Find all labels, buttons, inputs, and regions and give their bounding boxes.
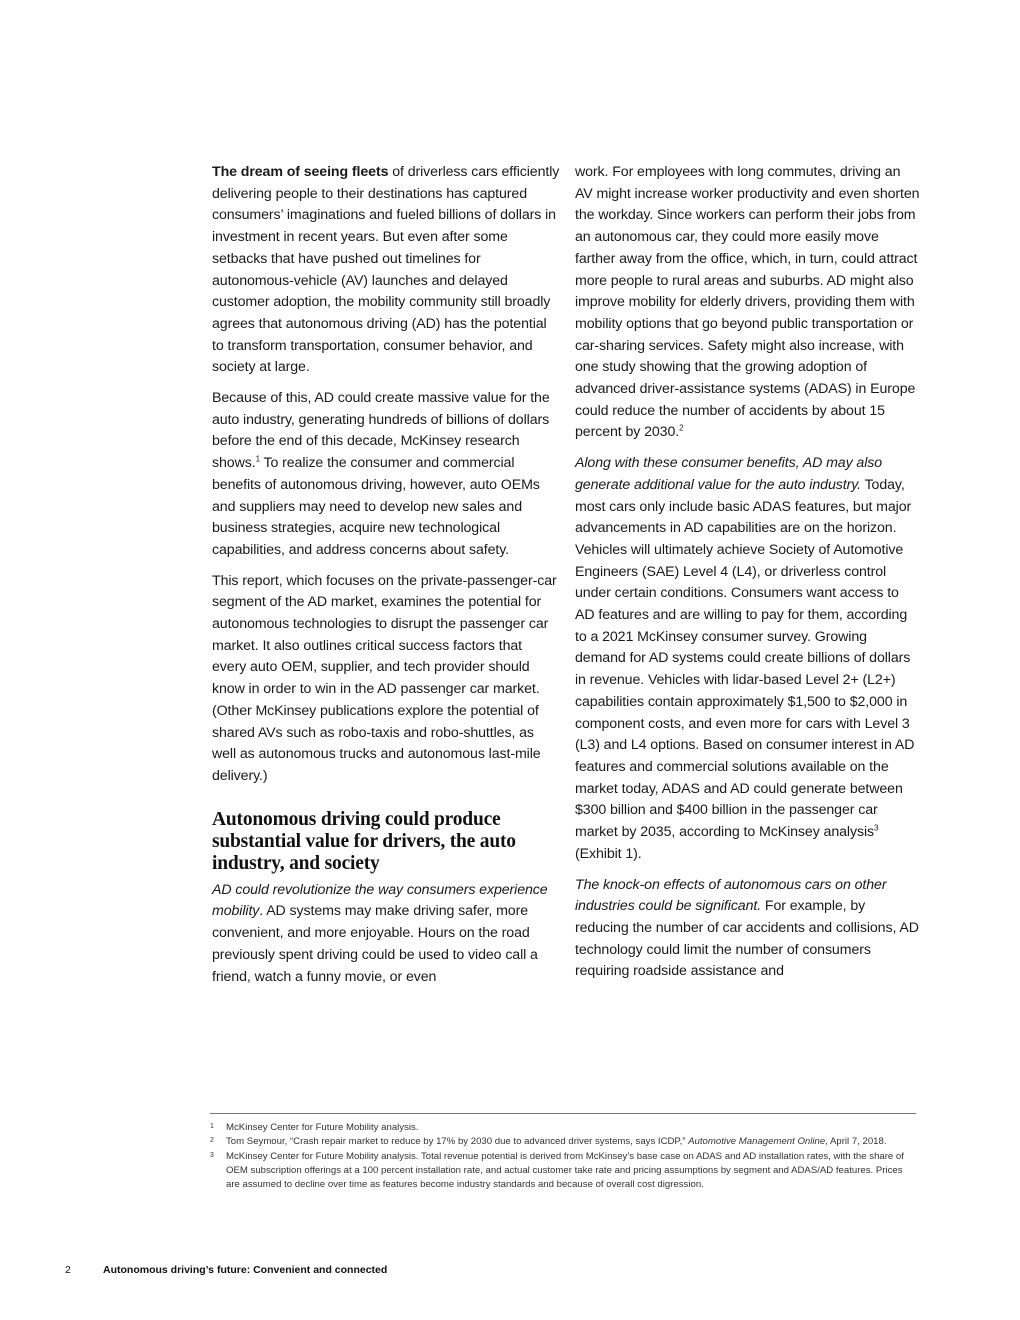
footnotes	[210, 1113, 916, 1192]
right-column	[575, 162, 920, 992]
footnote-number: 1	[210, 1123, 214, 1130]
knock-on-paragraph	[575, 875, 920, 984]
value-paragraph	[212, 388, 560, 562]
footnote-text-a: Tom Seymour, “Crash repair market to reduce by 17% by 2030 due to advanced driver systems, says ICDP,”	[226, 1136, 689, 1148]
revolution-italic-lead: AD could revolutionize the way consumers experience mobility	[212, 881, 548, 920]
footnote-text: McKinsey Center for Future Mobility analysis. Total revenue potential is derived from McKinsey’s base case on ADAS and AD installation rates, with the share of OEM subscription offerings at a 100 percent installation rate, and actual customer take rate and pricing assumptions by segment and ADAS/AD features. Prices are assumed to decline over time as features become industry standards and because of overall cost digression.	[226, 1150, 904, 1191]
intro-paragraph	[212, 162, 560, 379]
running-title: Autonomous driving’s future: Convenient and connected	[103, 1264, 388, 1276]
revolution-paragraph-text: . AD systems may make driving safer, more convenient, and more enjoyable. Hours on the road previously spent driving could be used to video call a friend, watch a funny movie, or even	[212, 903, 538, 985]
footnote-3	[210, 1150, 916, 1193]
footnote-2	[210, 1135, 916, 1149]
footnote-1	[210, 1121, 916, 1135]
industry-value-text-a: Today, most cars only include basic ADAS features, but major advancements in AD capabilities are on the horizon. Vehicles will ultimately achieve Society of Automotive Engineers (SAE) Level 4 (L4), or driverless control under certain conditions. Consumers want access to AD features and are willing to pay for them, according to a 2021 McKinsey consumer survey. Growing demand for AD systems could create billions of dollars in revenue. Vehicles with lidar-based Level 2+ (L2+) capabilities contain approximately $1,500 to $2,000 in component costs, and even more for cars with Level 3 (L3) and L4 options. Based on consumer interest in AD features and commercial solutions available on the market today, ADAS and AD could generate between $300 billion and $400 billion in the passenger car market by 2035, according to McKinsey analysis	[575, 476, 915, 841]
value-paragraph-text-b: To realize the consumer and commercial benefits of autonomous driving, however, auto OEMs and suppliers may need to develop new sales and business strategies, acquire new technological capabilities, and address concerns about safety.	[212, 455, 540, 558]
footnote-text: McKinsey Center for Future Mobility analysis.	[226, 1122, 419, 1133]
intro-paragraph-text: of driverless cars efficiently delivering people to their destinations has captured consumers’ imaginations and fueled billions of dollars in investment in recent years. But even after some setbacks that have pushed out timelines for autonomous-vehicle (AV) launches and delayed customer adoption, the mobility community still broadly agrees that autonomous driving (AD) has the potential to transform transportation, consumer behavior, and society at large.	[212, 164, 560, 376]
commute-paragraph	[575, 162, 920, 444]
scope-paragraph: This report, which focuses on the private-passenger-car segment of the AD market, examines the potential for autonomous technologies to disrupt the passenger car market. It also outlines critical success factors that every auto OEM, supplier, and tech provider should know in order to win in the AD passenger car market. (Other McKinsey publications explore the potential of shared AVs such as robo-taxis and robo-shuttles, as well as autonomous trucks and autonomous last-mile delivery.)	[212, 572, 557, 784]
footnote-ref-1[interactable]: 1	[255, 454, 260, 464]
knock-on-paragraph-text: For example, by reducing the number of car accidents and collisions, AD technology could limit the number of consumers requiring roadside assistance and	[575, 898, 919, 980]
left-column	[212, 162, 560, 997]
knock-on-italic-lead: The knock-on effects of autonomous cars on other industries could be significant.	[575, 876, 887, 915]
footnote-text-b: , April 7, 2018.	[825, 1136, 887, 1148]
footnote-text	[226, 1135, 916, 1149]
footnote-publication: Automotive Management Online	[688, 1136, 826, 1148]
footnote-ref-2[interactable]: 2	[679, 423, 684, 433]
industry-value-text-b: (Exhibit 1).	[575, 845, 642, 862]
footnote-number: 3	[210, 1151, 214, 1159]
page-number: 2	[65, 1264, 71, 1276]
section-heading: Autonomous driving could produce substantial value for drivers, the auto industry, and society	[212, 808, 516, 874]
footnote-ref-3[interactable]: 3	[874, 823, 879, 833]
lead-in-text: The dream of seeing fleets	[212, 164, 389, 180]
value-paragraph-text-a: Because of this, AD could create massive value for the auto industry, generating hundreds of billions of dollars before the end of this decade, McKinsey research shows.	[212, 390, 550, 472]
commute-paragraph-text: work. For employees with long commutes, driving an AV might increase worker productivity and even shorten the workday. Since workers can perform their jobs from an autonomous car, they could more easily move farther away from the office, which, in turn, could attract more people to rural areas and suburbs. AD might also improve mobility for elderly drivers, providing them with mobility options that go beyond public transportation or car-sharing services. Safety might also increase, with one study showing that the growing adoption of advanced driver-assistance systems (ADAS) in Europe could reduce the number of accidents by about 15 percent by 2030.	[575, 164, 920, 441]
industry-value-paragraph	[575, 453, 920, 865]
footnote-number: 2	[210, 1137, 214, 1145]
industry-value-italic-lead: Along with these consumer benefits, AD may also generate additional value for the auto industry.	[575, 455, 883, 493]
revolution-paragraph	[212, 880, 560, 989]
